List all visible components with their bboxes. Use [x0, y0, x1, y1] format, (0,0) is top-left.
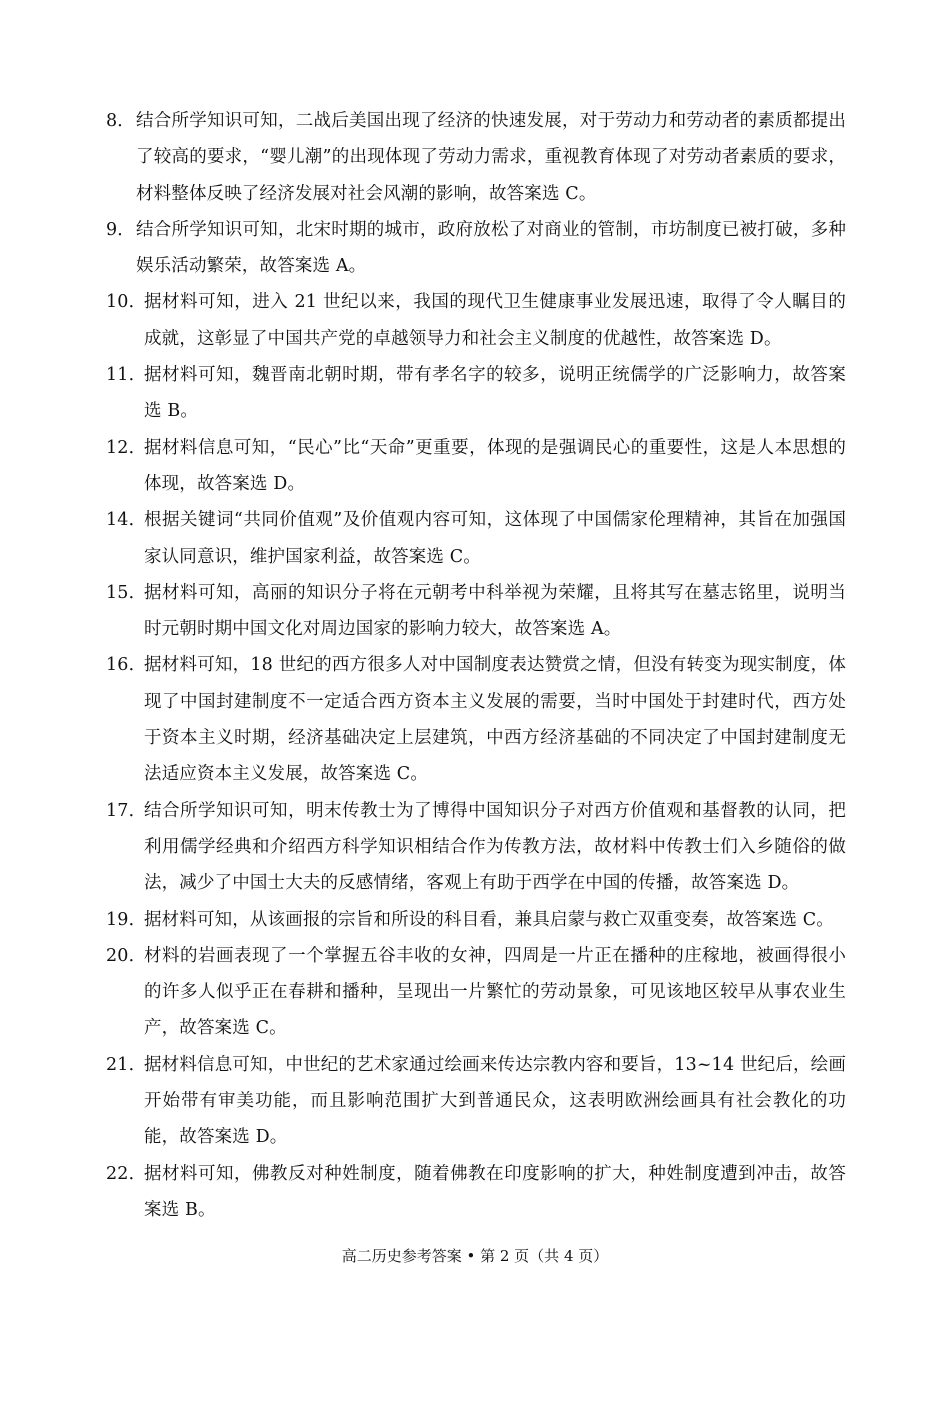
answer-item-15 — [106, 575, 846, 648]
answer-number: 16． — [106, 655, 147, 676]
answer-item-10 — [106, 284, 846, 357]
answer-number: 9． — [106, 219, 135, 240]
answer-number: 22． — [106, 1163, 147, 1184]
answer-text: 据材料可知，进入 21 世纪以来，我国的现代卫生健康事业发展迅速，取得了令人瞩目的成就，这彰显了中国共产党的卓越领导力和社会主义制度的优越性，故答案选 D。 — [144, 292, 846, 349]
answer-text: 据材料可知，从该画报的宗旨和所设的科目看，兼具启蒙与救亡双重变奏，故答案选 C。 — [144, 909, 834, 930]
answer-text: 据材料信息可知，中世纪的艺术家通过绘画来传达宗教内容和要旨，13~14 世纪后，绘画开始带有审美功能，而且影响范围扩大到普通民众，这表明欧洲绘画具有社会教化的功能，故答案选 D。 — [144, 1054, 846, 1148]
answer-number: 8． — [106, 111, 135, 131]
answer-item-16 — [106, 647, 846, 792]
answer-text: 结合所学知识可知，明末传教士为了博得中国知识分子对西方价值观和基督教的认同，把利用儒学经典和介绍西方科学知识相结合作为传教方法，故材料中传教士们入乡随俗的做法，减少了中国士大夫的反感情绪，客观上有助于西学在中国的传播，故答案选 D。 — [144, 800, 846, 894]
answer-text: 据材料信息可知，“民心”比“天命”更重要，体现的是强调民心的重要性，这是人本思想的体现，故答案选 D。 — [144, 437, 846, 494]
answer-text: 据材料可知，魏晋南北朝时期，带有孝名字的较多，说明正统儒学的广泛影响力，故答案选 B。 — [144, 365, 846, 422]
answer-text: 结合所学知识可知，二战后美国出现了经济的快速发展，对于劳动力和劳动者的素质都提出了较高的要求，“婴儿潮”的出现体现了劳动力需求，重视教育体现了对劳动者素质的要求，材料整体反映了经济发展对社会风潮的影响，故答案选 C。 — [136, 111, 846, 204]
answer-item-11 — [106, 357, 846, 430]
answer-item-8 — [106, 103, 846, 212]
answer-item-22 — [106, 1156, 846, 1229]
answer-text: 据材料可知，高丽的知识分子将在元朝考中科举视为荣耀，且将其写在墓志铭里，说明当时元朝时期中国文化对周边国家的影响力较大，故答案选 A。 — [144, 582, 846, 640]
page-footer: 高二历史参考答案 • 第 2 页（共 4 页） — [341, 1247, 609, 1265]
answer-item-14 — [106, 502, 846, 575]
answer-number: 15． — [106, 582, 147, 603]
answer-item-12 — [106, 430, 846, 503]
answer-item-19 — [106, 902, 846, 938]
answer-number: 20． — [106, 945, 147, 966]
answer-list — [106, 103, 846, 1228]
answer-text: 材料的岩画表现了一个掌握五谷丰收的女神，四周是一片正在播种的庄稼地，被画得很小的许多人似乎正在春耕和播种，呈现出一片繁忙的劳动景象，可见该地区较早从事农业生产，故答案选 C。 — [144, 945, 846, 1039]
answer-number: 12． — [106, 437, 147, 458]
answer-text: 根据关键词“共同价值观”及价值观内容可知，这体现了中国儒家伦理精神，其旨在加强国家认同意识，维护国家利益，故答案选 C。 — [144, 510, 846, 567]
answer-item-20 — [106, 938, 846, 1047]
answer-number: 17． — [106, 800, 147, 821]
answer-number: 11． — [106, 365, 147, 386]
answer-text: 结合所学知识可知，北宋时期的城市，政府放松了对商业的管制，市坊制度已被打破，多种娱乐活动繁荣，故答案选 A。 — [136, 219, 846, 277]
answer-number: 19． — [106, 909, 147, 930]
answer-text: 据材料可知，18 世纪的西方很多人对中国制度表达赞赏之情，但没有转变为现实制度，体现了中国封建制度不一定适合西方资本主义发展的需要，当时中国处于封建时代，西方处于资本主义时期，经济基础决定上层建筑，中西方经济基础的不同决定了中国封建制度无法适应资本主义发展，故答案选 C。 — [144, 655, 846, 785]
answer-item-17 — [106, 793, 846, 902]
answer-number: 21． — [106, 1054, 147, 1075]
answer-item-9 — [106, 212, 846, 285]
answer-item-21 — [106, 1047, 846, 1156]
answer-number: 10． — [106, 292, 147, 313]
answer-number: 14． — [106, 510, 147, 531]
answer-text: 据材料可知，佛教反对种姓制度，随着佛教在印度影响的扩大，种姓制度遭到冲击，故答案选 B。 — [144, 1163, 846, 1220]
